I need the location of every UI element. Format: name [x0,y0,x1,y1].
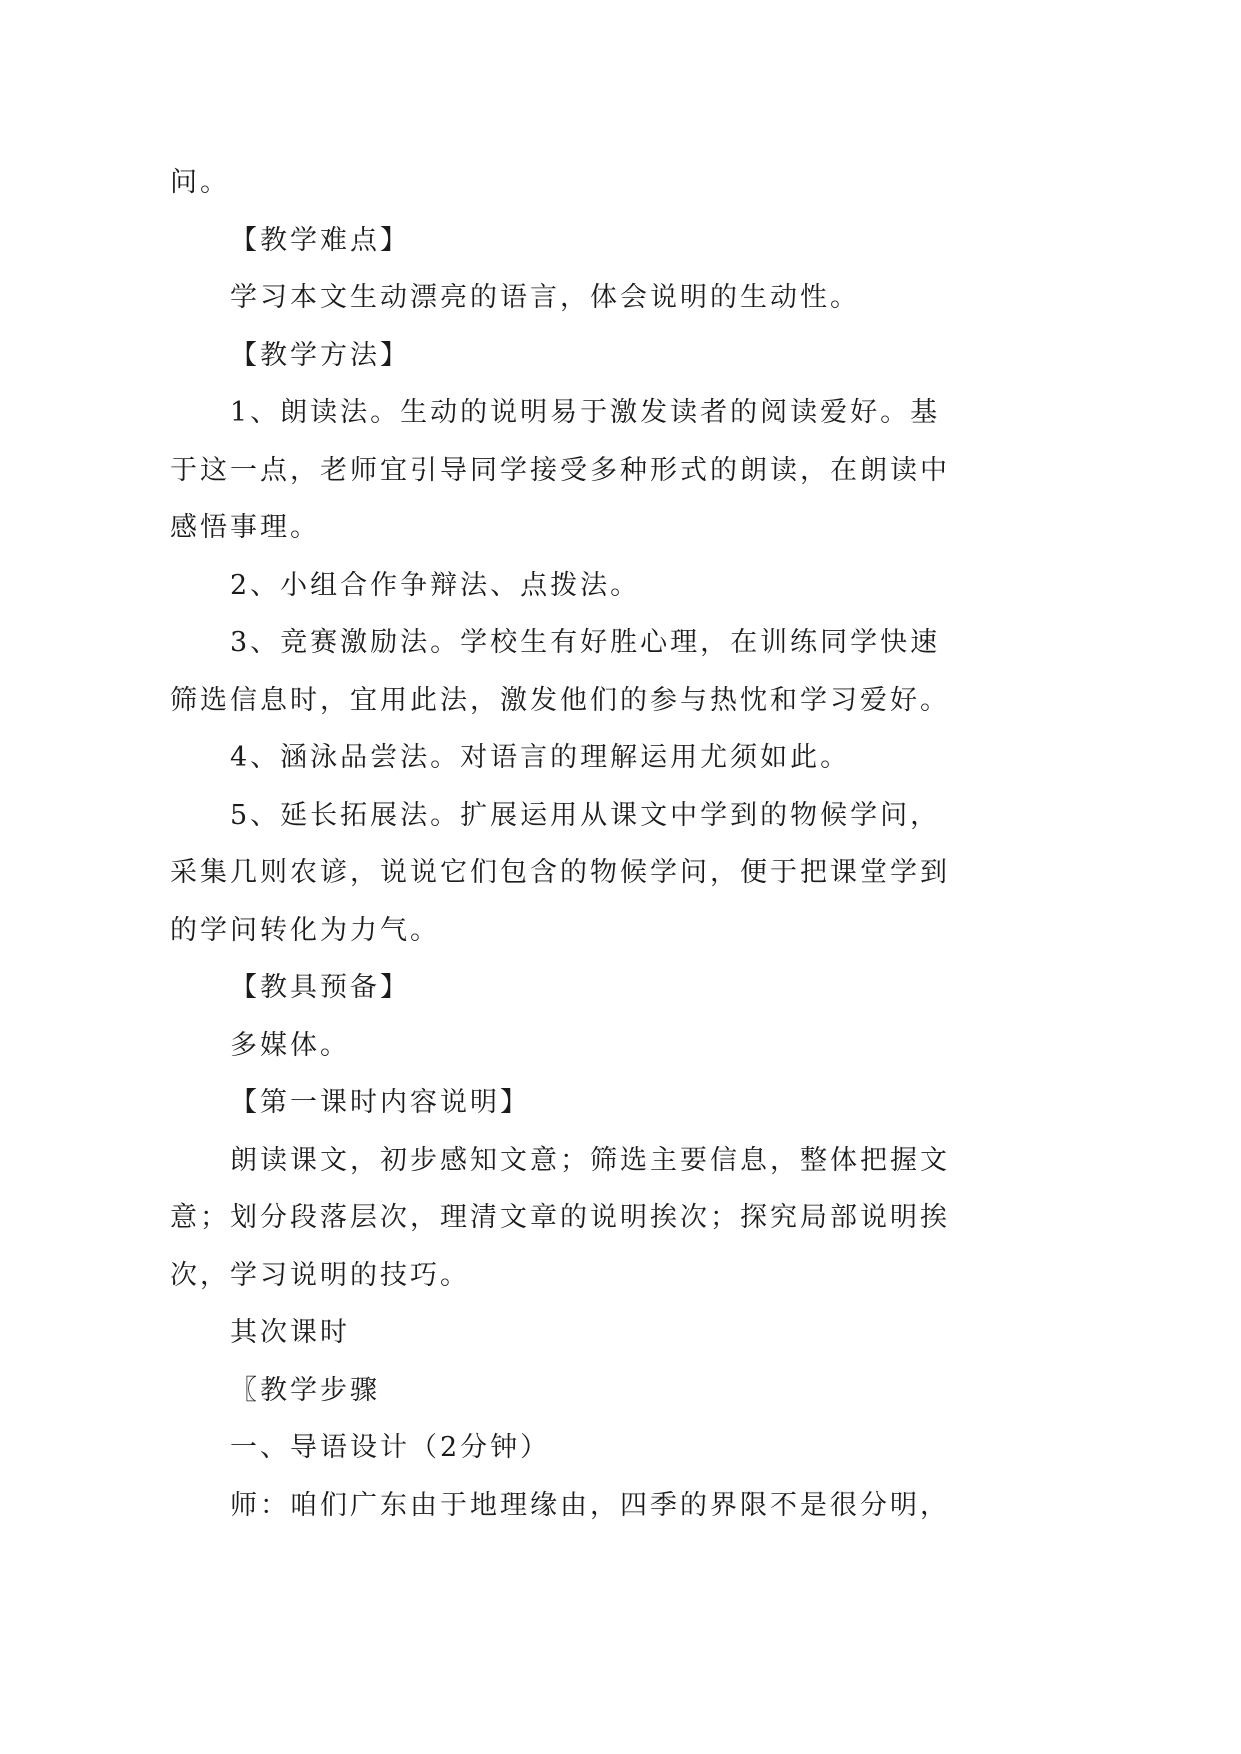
section-heading-teaching-steps: 〖教学步骤 [230,1374,380,1406]
paragraph-line: 的学问转化为力气。 [170,914,440,946]
paragraph-line: 意；划分段落层次，理清文章的说明挨次；探究局部说明挨 [170,1202,950,1233]
paragraph-line: 采集几则农谚，说说它们包含的物候学问，便于把课堂学到 [170,857,950,888]
list-item-method-5: 5、延长拓展法。扩展运用从课文中学到的物候学问， [230,799,941,831]
section-heading-teaching-difficulty: 【教学难点】 [230,224,410,256]
list-item-method-4: 4、涵泳品尝法。对语言的理解运用尤须如此。 [230,742,851,773]
paragraph-line: 学习本文生动漂亮的语言，体会说明的生动性。 [230,282,860,313]
paragraph-line: 师：咱们广东由于地理缘由，四季的界限不是很分明， [230,1489,950,1521]
list-item-method-1: 1、朗读法。生动的说明易于激发读者的阅读爱好。基 [230,397,941,428]
paragraph-line: 次，学习说明的技巧。 [170,1259,470,1291]
step-heading-introduction: 一、导语设计（2分钟） [230,1432,551,1463]
section-heading-first-lesson: 【第一课时内容说明】 [230,1087,530,1118]
section-heading-teaching-aids: 【教具预备】 [230,972,410,1003]
list-item-method-3: 3、竞赛激励法。学校生有好胜心理，在训练同学快速 [230,627,941,658]
paragraph-line: 问。 [170,167,230,198]
list-item-method-2: 2、小组合作争辩法、点拨法。 [230,569,641,601]
paragraph-line: 多媒体。 [230,1029,350,1061]
paragraph-line: 筛选信息时，宜用此法，激发他们的参与热忱和学习爱好。 [170,684,950,716]
paragraph-line: 感悟事理。 [170,512,320,543]
paragraph-line: 于这一点，老师宜引导同学接受多种形式的朗读，在朗读中 [170,454,950,486]
section-heading-teaching-method: 【教学方法】 [230,339,410,371]
paragraph-line: 朗读课文，初步感知文意；筛选主要信息，整体把握文 [230,1144,950,1176]
document-body [170,154,1070,1534]
lesson-title: 其次课时 [230,1317,350,1348]
